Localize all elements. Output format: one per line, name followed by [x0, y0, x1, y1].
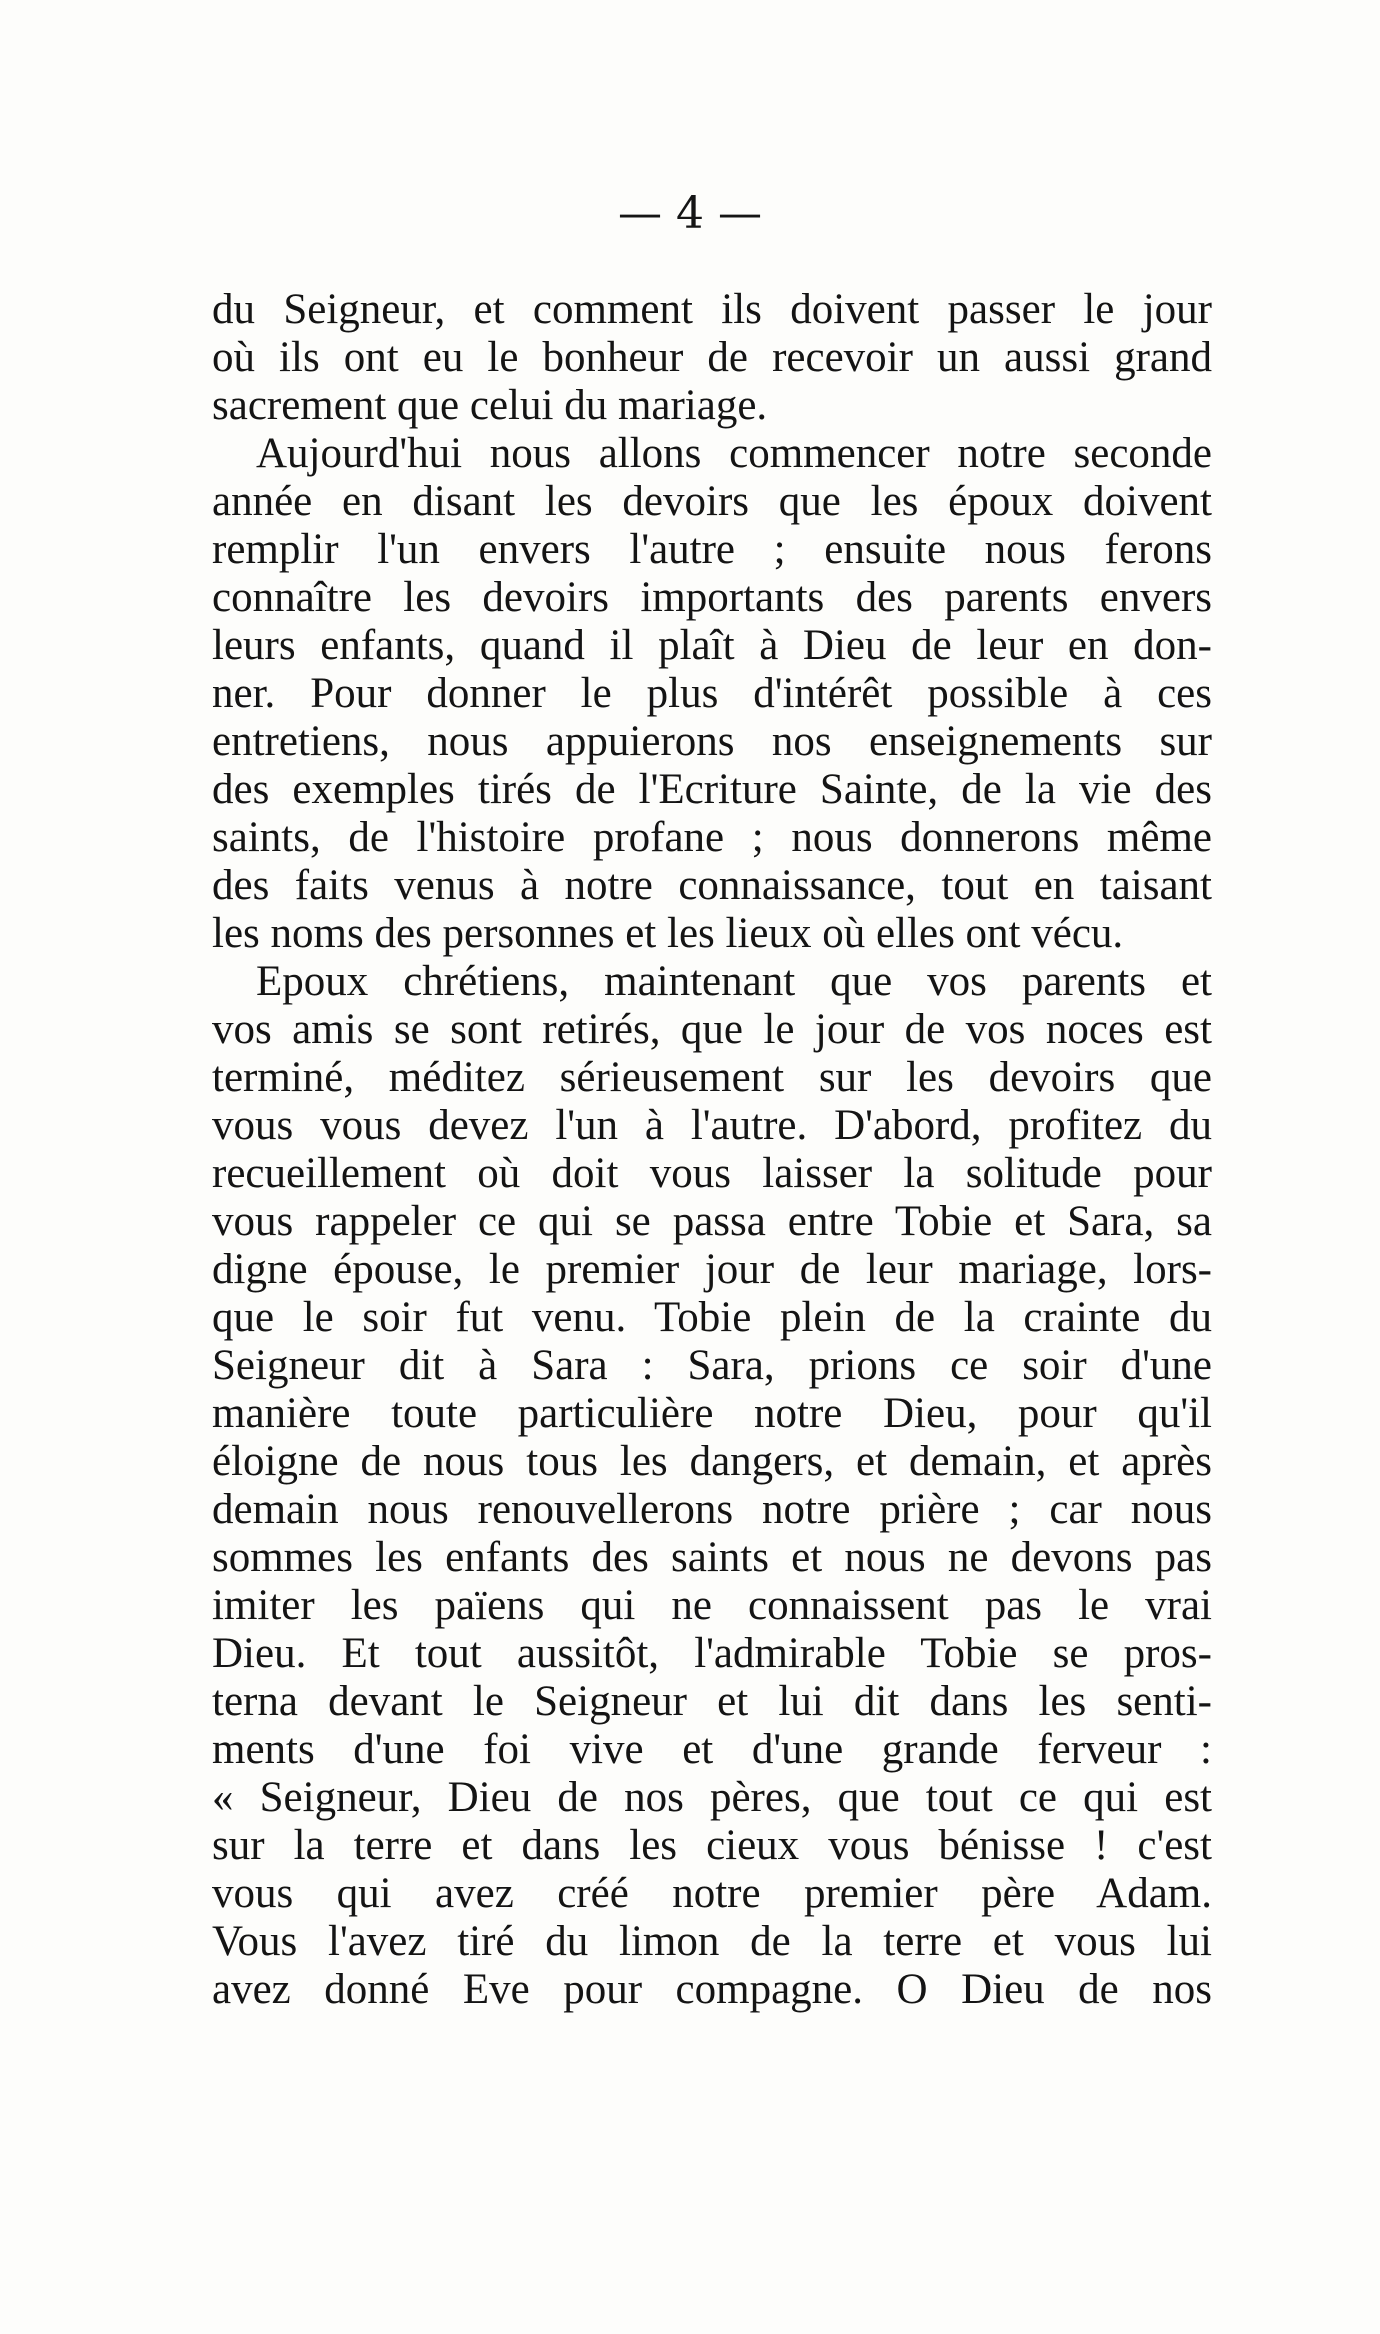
text-line: avez donné Eve pour compagne. O Dieu de nos — [212, 1966, 1212, 2013]
text-line: entretiens, nous appuierons nos enseignements sur — [212, 718, 1212, 765]
page-number: — 4 — — [618, 188, 762, 239]
text-line: vos amis se sont retirés, que le jour de vos noces est — [212, 1006, 1212, 1053]
text-line: Dieu. Et tout aussitôt, l'admirable Tobie se pros- — [212, 1630, 1212, 1677]
text-line: remplir l'un envers l'autre ; ensuite nous ferons — [212, 526, 1212, 573]
text-line: du Seigneur, et comment ils doivent passer le jour — [212, 286, 1212, 333]
text-line: manière toute particulière notre Dieu, pour qu'il — [212, 1390, 1212, 1437]
text-line: Seigneur dit à Sara : Sara, prions ce soir d'une — [212, 1342, 1212, 1389]
text-line: que le soir fut venu. Tobie plein de la crainte du — [212, 1294, 1212, 1341]
text-line: imiter les païens qui ne connaissent pas le vrai — [212, 1582, 1212, 1629]
text-line: Vous l'avez tiré du limon de la terre et vous lui — [212, 1918, 1212, 1965]
text-line: éloigne de nous tous les dangers, et demain, et après — [212, 1438, 1212, 1485]
text-line: saints, de l'histoire profane ; nous donnerons même — [212, 814, 1212, 861]
text-line: vous qui avez créé notre premier père Adam. — [212, 1870, 1212, 1917]
text-line: Aujourd'hui nous allons commencer notre seconde — [256, 430, 1212, 477]
text-line: terna devant le Seigneur et lui dit dans les senti- — [212, 1678, 1212, 1725]
text-line: recueillement où doit vous laisser la solitude pour — [212, 1150, 1212, 1197]
text-line: « Seigneur, Dieu de nos pères, que tout ce qui est — [212, 1774, 1212, 1821]
text-line: digne épouse, le premier jour de leur mariage, lors- — [212, 1246, 1212, 1293]
text-line: où ils ont eu le bonheur de recevoir un aussi grand — [212, 334, 1212, 381]
text-line: sacrement que celui du mariage. — [212, 382, 768, 429]
text-line: les noms des personnes et les lieux où elles ont vécu. — [212, 910, 1124, 957]
text-line: des exemples tirés de l'Ecriture Sainte, de la vie des — [212, 766, 1212, 813]
text-line: connaître les devoirs importants des parents envers — [212, 574, 1212, 621]
text-line: demain nous renouvellerons notre prière ; car nous — [212, 1486, 1212, 1533]
text-line: année en disant les devoirs que les époux doivent — [212, 478, 1212, 525]
text-line: ner. Pour donner le plus d'intérêt possible à ces — [212, 670, 1212, 717]
body-text — [212, 286, 1212, 2014]
text-line: vous vous devez l'un à l'autre. D'abord, profitez du — [212, 1102, 1212, 1149]
text-line: vous rappeler ce qui se passa entre Tobie et Sara, sa — [212, 1198, 1212, 1245]
text-line: leurs enfants, quand il plaît à Dieu de leur en don- — [212, 622, 1212, 669]
text-line: sur la terre et dans les cieux vous bénisse ! c'est — [212, 1822, 1212, 1869]
text-line: Epoux chrétiens, maintenant que vos parents et — [256, 958, 1212, 1005]
text-line: terminé, méditez sérieusement sur les devoirs que — [212, 1054, 1212, 1101]
text-line: sommes les enfants des saints et nous ne devons pas — [212, 1534, 1212, 1581]
text-line: ments d'une foi vive et d'une grande ferveur : — [212, 1726, 1212, 1773]
text-line: des faits venus à notre connaissance, tout en taisant — [212, 862, 1212, 909]
